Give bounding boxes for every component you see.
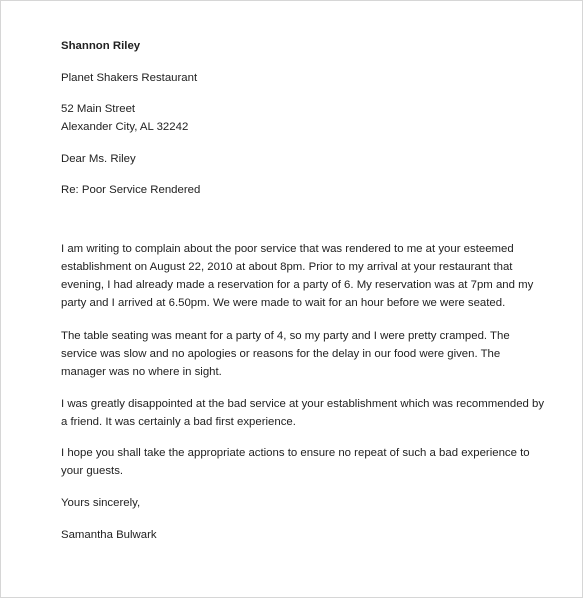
paragraph-line: a friend. It was certainly a bad first experience. (61, 416, 296, 428)
paragraph-line: I am writing to complain about the poor service that was rendered to me at your esteemed (61, 243, 514, 255)
paragraph-4 (61, 444, 531, 480)
salutation: Dear Ms. Riley (61, 153, 136, 165)
paragraph-line: service was slow and no apologies or reasons for the delay in our food were given. The (61, 348, 501, 360)
paragraph-2 (61, 327, 531, 381)
paragraph-3 (61, 395, 545, 431)
paragraph-line: establishment on August 22, 2010 at about 8pm. Prior to my arrival at your restaurant that (61, 261, 513, 273)
paragraph-line: manager was no where in sight. (61, 366, 222, 378)
signature-name: Samantha Bulwark (61, 529, 157, 541)
closing: Yours sincerely, (61, 497, 141, 509)
paragraph-line: party and I arrived at 6.50pm. We were made to wait for an hour before we were seated. (61, 297, 506, 309)
address-line-2: Alexander City, AL 32242 (61, 121, 189, 133)
subject-line: Re: Poor Service Rendered (61, 184, 201, 196)
paragraph-line: evening, I had already made a reservation for a party of 6. My reservation was at 7pm and my (61, 279, 534, 291)
paragraph-line: I was greatly disappointed at the bad service at your establishment which was recommended by (61, 398, 545, 410)
paragraph-line: your guests. (61, 465, 124, 477)
address-line-1: 52 Main Street (61, 103, 136, 115)
sender-name: Shannon Riley (61, 40, 141, 52)
recipient-organization: Planet Shakers Restaurant (61, 72, 198, 84)
paragraph-1 (61, 240, 534, 312)
paragraph-line: I hope you shall take the appropriate actions to ensure no repeat of such a bad experience to (61, 447, 530, 459)
paragraph-line: The table seating was meant for a party of 4, so my party and I were pretty cramped. The (61, 330, 510, 342)
